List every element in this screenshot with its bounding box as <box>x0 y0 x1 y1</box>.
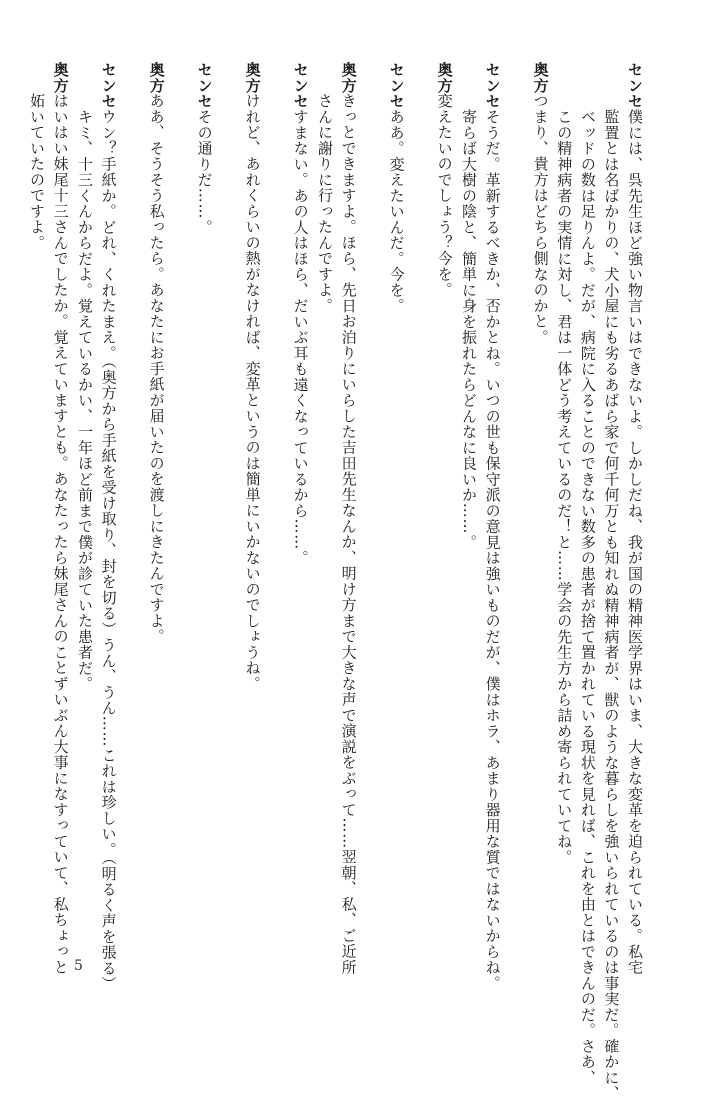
dialogue-line: 妬いていたのですよ。 <box>28 93 47 251</box>
dialogue-line: 変えたいのでしょう？今を。 <box>435 93 454 298</box>
dialogue-text <box>24 93 72 975</box>
dialogue-entry <box>264 62 312 962</box>
dialogue-text <box>72 109 120 992</box>
dialogue-line: けれど、あれくらいの熱がなければ、変革というのは簡単にいかないのでしょうね。 <box>243 93 262 692</box>
script-body <box>24 62 646 1101</box>
dialogue-line: 監置とは名ばかりの、犬小屋にも劣るあばら家で何千何万とも知れぬ精神病者が、獣のような暮らしを強いられているのは事実だ。確かに、 <box>602 108 621 1101</box>
speaker-name: センセ <box>626 62 644 109</box>
dialogue-entry <box>24 62 72 976</box>
speaker-name: 奥方 <box>531 62 550 94</box>
speaker-name: センセ <box>195 62 214 109</box>
speaker-name: センセ <box>483 62 502 109</box>
page-number: 5 <box>74 958 83 974</box>
dialogue-line: キミ、十三くんからだよ。覚えているかい、一年ほど前まで僕が診ていた患者だ。 <box>76 108 95 692</box>
dialogue-text <box>360 109 408 314</box>
dialogue-entry <box>312 62 360 976</box>
dialogue-line: さんに謝りに行ったんですよ。 <box>316 93 335 314</box>
dialogue-entry <box>216 62 264 962</box>
dialogue-entry <box>168 62 216 962</box>
dialogue-line: そうだ。革新するべきか、否かとね。いつの世も保守派の意見は強いものだが、僕はホラ、あまり器用な質ではないからね。 <box>483 108 502 991</box>
speaker-name: センセ <box>291 62 310 109</box>
dialogue-text <box>408 93 456 298</box>
dialogue-text <box>168 109 216 235</box>
dialogue-entry <box>120 62 168 962</box>
dialogue-entry <box>552 62 646 1101</box>
dialogue-text <box>504 93 552 345</box>
speaker-name: 奥方 <box>51 62 70 94</box>
dialogue-line: ウン？手紙か。どれ、くれたまえ。（奥方から手紙を受け取り、封を切る）うん、うん……これは珍しい。（明るく声を張る） <box>99 108 118 992</box>
speaker-name: 奥方 <box>435 62 454 94</box>
speaker-name: センセ <box>99 62 118 109</box>
dialogue-entry <box>456 62 504 991</box>
dialogue-line: この精神病者の実情に対し、君は一体どう考えているのだ！と……学会の先生方から詰め寄られていてね。 <box>555 108 574 865</box>
dialogue-line: はいはい妹尾十三さんでしたか。覚えていますとも。あなたったら妹尾さんのことずいぶん大事になすっていて、私ちょっと <box>51 93 70 976</box>
dialogue-line: つまり、貴方はどちら側なのかと。 <box>531 93 550 346</box>
dialogue-line: ベッドの数は足りんよ。だが、病院に入ることのできない数多の患者が捨て置かれている現状を見れば、これを由とはできんのだ。さあ、 <box>578 108 597 1086</box>
dialogue-entry <box>408 62 456 962</box>
dialogue-line: その通りだ……。 <box>195 108 214 235</box>
dialogue-entry <box>504 62 552 962</box>
dialogue-text <box>552 109 646 1101</box>
dialogue-line: ああ。変えたいんだ。今を。 <box>387 108 406 314</box>
dialogue-entry <box>360 62 408 962</box>
speaker-name: 奥方 <box>339 62 358 94</box>
speaker-name: センセ <box>387 62 406 109</box>
dialogue-text <box>120 93 168 644</box>
dialogue-line: 寄らば大樹の陰と、簡単に身を振れたらどんなに良いか……。 <box>460 108 479 550</box>
dialogue-text <box>456 109 504 991</box>
dialogue-line: ああ、そうそう私ったら。あなたにお手紙が届いたのを渡しにきたんですよ。 <box>147 93 166 645</box>
speaker-name: 奥方 <box>147 62 166 94</box>
dialogue-line: 僕には、呉先生ほど強い物言いはできないよ。しかしだね、我が国の精神医学界はいま、大きな変革を迫られている。私宅 <box>626 108 644 976</box>
dialogue-text <box>216 93 264 692</box>
dialogue-line: すまない。あの人はほら、だいぶ耳も遠くなっているから……。 <box>291 108 310 566</box>
dialogue-line: きっとできますよ。ほら、先日お泊りにいらした吉田先生なんか、明け方まで大きな声で演説をぶって……翌朝、私、ご近所 <box>339 93 358 976</box>
dialogue-entry <box>72 62 120 992</box>
dialogue-text <box>312 93 360 975</box>
speaker-name: 奥方 <box>243 62 262 94</box>
dialogue-text <box>264 109 312 566</box>
